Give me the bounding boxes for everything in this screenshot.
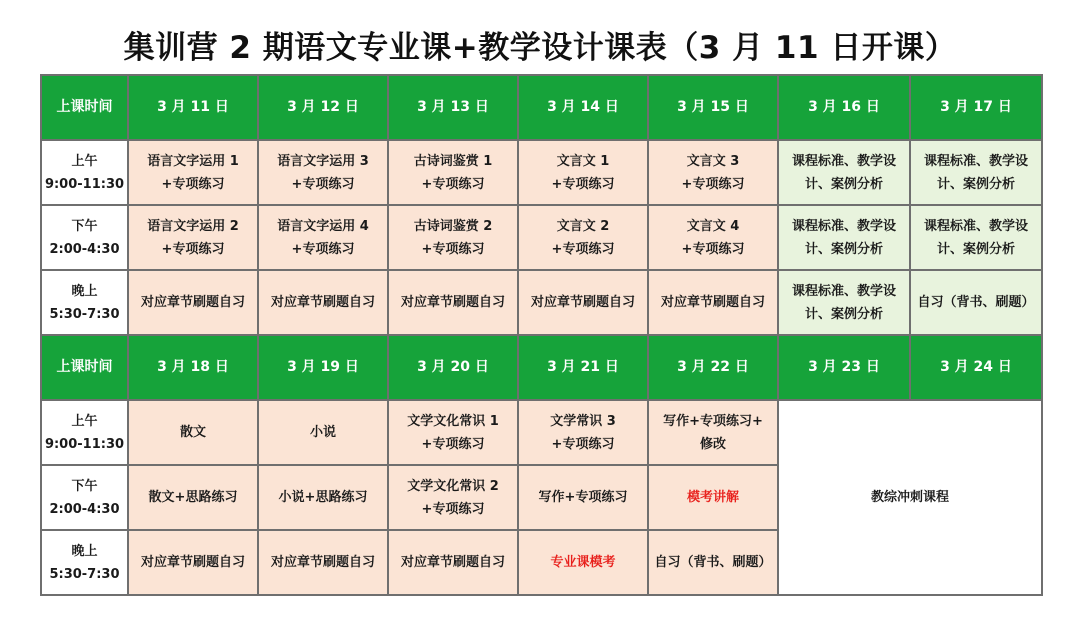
course-cell: 写作+专项练习+ 修改 xyxy=(648,400,778,465)
time-slot-label: 上午 9:00-11:30 xyxy=(41,140,128,205)
table-row xyxy=(41,400,1042,465)
header-label: 上课时间 xyxy=(41,75,128,140)
course-cell: 文学常识 3 +专项练习 xyxy=(518,400,648,465)
date-header: 3 月 14 日 xyxy=(518,75,648,140)
course-cell: 对应章节刷题自习 xyxy=(648,270,778,335)
date-header: 3 月 22 日 xyxy=(648,335,778,400)
date-header: 3 月 11 日 xyxy=(128,75,258,140)
course-cell: 对应章节刷题自习 xyxy=(258,530,388,595)
course-cell: 对应章节刷题自习 xyxy=(128,530,258,595)
course-cell: 文言文 4 +专项练习 xyxy=(648,205,778,270)
course-cell: 文言文 1 +专项练习 xyxy=(518,140,648,205)
course-cell: 对应章节刷题自习 xyxy=(258,270,388,335)
date-header: 3 月 21 日 xyxy=(518,335,648,400)
course-cell: 课程标准、教学设 计、案例分析 xyxy=(910,205,1042,270)
course-cell: 自习（背书、刷题） xyxy=(648,530,778,595)
course-cell: 小说 xyxy=(258,400,388,465)
course-cell: 对应章节刷题自习 xyxy=(128,270,258,335)
header-row-week2 xyxy=(41,335,1042,400)
course-cell: 课程标准、教学设 计、案例分析 xyxy=(778,140,910,205)
course-cell: 散文+思路练习 xyxy=(128,465,258,530)
course-cell: 语言文字运用 2 +专项练习 xyxy=(128,205,258,270)
table-row xyxy=(41,205,1042,270)
time-slot-label: 下午 2:00-4:30 xyxy=(41,205,128,270)
date-header: 3 月 13 日 xyxy=(388,75,518,140)
course-cell: 语言文字运用 4 +专项练习 xyxy=(258,205,388,270)
header-label: 上课时间 xyxy=(41,335,128,400)
date-header: 3 月 20 日 xyxy=(388,335,518,400)
course-cell: 小说+思路练习 xyxy=(258,465,388,530)
course-cell: 对应章节刷题自习 xyxy=(388,270,518,335)
course-cell: 语言文字运用 3 +专项练习 xyxy=(258,140,388,205)
highlighted-course-cell: 模考讲解 xyxy=(648,465,778,530)
schedule-table xyxy=(40,74,1043,596)
course-cell: 文学文化常识 1 +专项练习 xyxy=(388,400,518,465)
course-cell: 写作+专项练习 xyxy=(518,465,648,530)
date-header: 3 月 12 日 xyxy=(258,75,388,140)
course-cell: 文言文 3 +专项练习 xyxy=(648,140,778,205)
course-cell: 古诗词鉴赏 2 +专项练习 xyxy=(388,205,518,270)
course-cell: 课程标准、教学设 计、案例分析 xyxy=(778,205,910,270)
date-header: 3 月 23 日 xyxy=(778,335,910,400)
time-slot-label: 下午 2:00-4:30 xyxy=(41,465,128,530)
course-cell: 古诗词鉴赏 1 +专项练习 xyxy=(388,140,518,205)
table-row xyxy=(41,270,1042,335)
highlighted-course-cell: 专业课模考 xyxy=(518,530,648,595)
course-cell: 散文 xyxy=(128,400,258,465)
date-header: 3 月 17 日 xyxy=(910,75,1042,140)
course-cell: 语言文字运用 1 +专项练习 xyxy=(128,140,258,205)
date-header: 3 月 18 日 xyxy=(128,335,258,400)
table-row xyxy=(41,140,1042,205)
course-cell: 自习（背书、刷题） xyxy=(910,270,1042,335)
date-header: 3 月 19 日 xyxy=(258,335,388,400)
page-title: 集训营 2 期语文专业课+教学设计课表（3 月 11 日开课） xyxy=(123,30,957,66)
course-cell: 课程标准、教学设 计、案例分析 xyxy=(778,270,910,335)
merged-course-cell: 教综冲刺课程 xyxy=(778,400,1042,595)
course-cell: 文言文 2 +专项练习 xyxy=(518,205,648,270)
course-cell: 课程标准、教学设 计、案例分析 xyxy=(910,140,1042,205)
course-cell: 对应章节刷题自习 xyxy=(518,270,648,335)
course-cell: 文学文化常识 2 +专项练习 xyxy=(388,465,518,530)
date-header: 3 月 24 日 xyxy=(910,335,1042,400)
course-cell: 对应章节刷题自习 xyxy=(388,530,518,595)
time-slot-label: 上午 9:00-11:30 xyxy=(41,400,128,465)
date-header: 3 月 16 日 xyxy=(778,75,910,140)
time-slot-label: 晚上 5:30-7:30 xyxy=(41,530,128,595)
date-header: 3 月 15 日 xyxy=(648,75,778,140)
header-row-week1 xyxy=(41,75,1042,140)
time-slot-label: 晚上 5:30-7:30 xyxy=(41,270,128,335)
